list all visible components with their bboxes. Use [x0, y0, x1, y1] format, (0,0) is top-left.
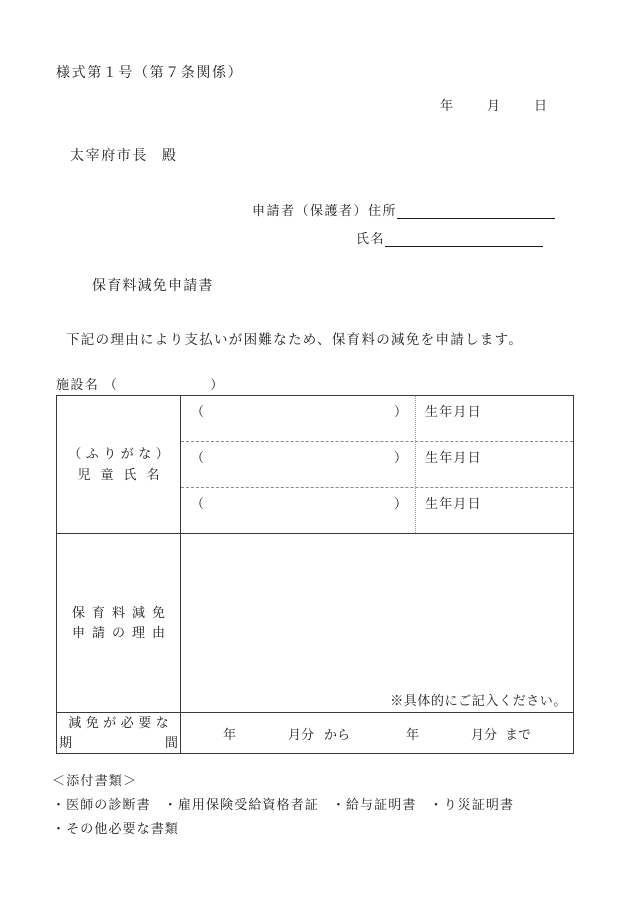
child-name-cell-1[interactable] [181, 396, 416, 441]
child-paren-close-2: ） [393, 450, 407, 465]
attachment-bullet-4: ・ [429, 797, 444, 812]
applicant-name-row [252, 228, 543, 247]
applicant-address-row [252, 200, 555, 219]
reason-note: ※具体的にご記入ください。 [390, 693, 567, 708]
child-name-label: 児童氏名 [77, 466, 170, 482]
reason-section-label [57, 534, 181, 713]
date-year-label: 年 [440, 98, 454, 113]
child-row-1 [181, 396, 573, 441]
period-to-month: 月分 [471, 726, 498, 742]
reason-textarea[interactable] [181, 534, 573, 712]
attachment-item-4: り災証明書 [443, 797, 515, 812]
child-rows-container [181, 396, 574, 534]
child-dob-cell-3[interactable]: 生年月日 [425, 496, 482, 511]
child-paren-close-3: ） [393, 496, 407, 511]
period-label-line2 [57, 733, 180, 753]
applicant-address-input[interactable] [397, 203, 555, 219]
attachments-line-1 [52, 794, 514, 813]
child-section-label [57, 396, 181, 534]
attachment-bullet-2: ・ [163, 797, 178, 812]
reason-value-cell[interactable] [181, 534, 574, 713]
reason-label-line1: 保育料減免 [71, 604, 172, 620]
attachment-item-1: 医師の診断書 [66, 797, 151, 812]
date-line [440, 95, 547, 114]
period-from-month: 月分 [287, 726, 314, 742]
child-paren-open-3: （ [191, 496, 205, 511]
addressee-office: 太宰府市長 [70, 149, 148, 164]
attachment-item-5: その他必要な書類 [66, 821, 179, 836]
attachment-bullet-1: ・ [52, 797, 67, 812]
table-row-children [57, 396, 574, 534]
date-day-label: 日 [534, 98, 548, 113]
period-value-cell[interactable] [181, 713, 574, 754]
application-table [56, 395, 574, 754]
period-to-year: 年 [406, 726, 420, 742]
child-name-cell-2[interactable] [181, 442, 416, 487]
child-dob-cell-2[interactable]: 生年月日 [425, 450, 482, 465]
child-row-3 [181, 487, 573, 533]
child-name-cell-3[interactable] [181, 488, 416, 533]
attachment-item-3: 給与証明書 [345, 797, 417, 812]
lead-paragraph: 下記の理由により支払いが困難なため、保育料の減免を申請します。 [66, 332, 524, 347]
facility-name-label: 施設名 [56, 377, 100, 392]
table-row-period [57, 713, 574, 754]
reason-label-line2: 申請の理由 [71, 625, 172, 640]
addressee-honorific: 殿 [162, 149, 178, 164]
facility-paren-close: ） [210, 377, 225, 392]
facility-name-row [56, 374, 225, 393]
child-paren-open-1: （ [191, 404, 205, 419]
attachments-line-2 [52, 818, 179, 837]
attachment-item-2: 雇用保険受給資格者証 [177, 797, 319, 812]
child-row-2 [181, 441, 573, 487]
page-title: 保育料減免申請書 [92, 279, 214, 294]
period-label-kanji-left: 期 [59, 735, 73, 751]
applicant-address-label: 申請者（保護者）住所 [252, 203, 398, 218]
attachment-bullet-3: ・ [331, 797, 346, 812]
addressee [70, 145, 178, 165]
date-month-label: 月 [487, 98, 501, 113]
child-paren-close-1: ） [393, 404, 407, 419]
period-to-word: まで [505, 726, 532, 742]
period-section-label [57, 713, 181, 754]
period-label-kanji-right: 間 [164, 735, 178, 751]
form-number: 様式第１号（第７条関係） [56, 66, 244, 81]
attachment-bullet-5: ・ [52, 821, 67, 836]
period-from-word: から [323, 726, 350, 742]
child-paren-open-2: （ [191, 450, 205, 465]
child-dob-cell-1[interactable]: 生年月日 [425, 404, 482, 419]
facility-paren-open: （ [103, 377, 119, 392]
attachments-heading: ＜添付書類＞ [52, 773, 138, 788]
child-furigana-label: （ふりがな） [68, 446, 174, 462]
applicant-name-input[interactable] [385, 231, 543, 247]
period-from-year: 年 [222, 726, 236, 742]
applicant-name-label: 氏名 [356, 231, 386, 246]
table-row-reason [57, 534, 574, 713]
period-label-line1: 減免が必要な [68, 715, 174, 730]
